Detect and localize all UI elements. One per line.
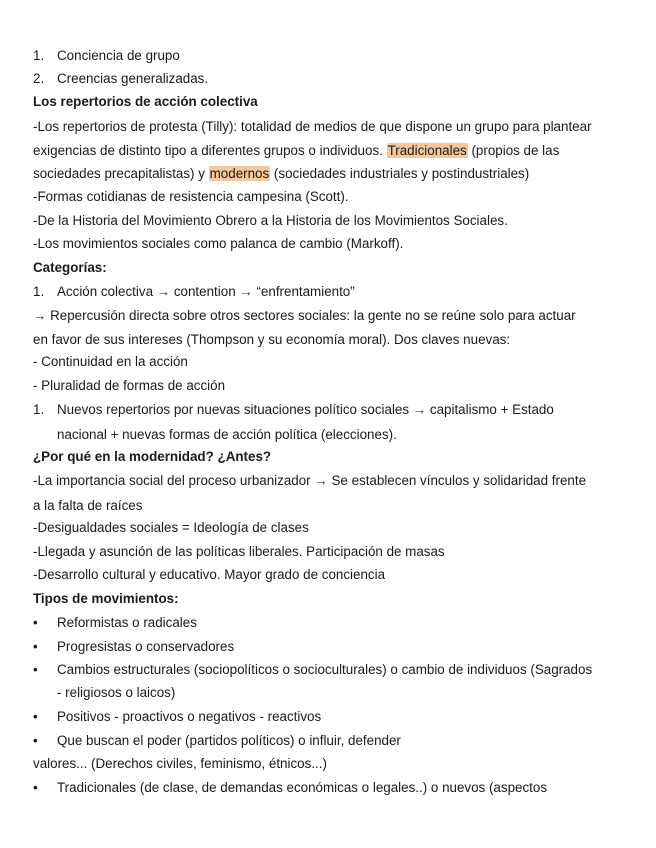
paragraph-line: -De la Historia del Movimiento Obrero a la Historia de los Movimientos Sociales. bbox=[33, 213, 508, 228]
list-item: Conciencia de grupo bbox=[57, 48, 180, 63]
list-item-continuation: nacional + nuevas formas de acción política (elecciones). bbox=[57, 427, 397, 442]
list-item-continuation: - religiosos o laicos) bbox=[57, 685, 176, 700]
paragraph-line: -Desigualdades sociales = Ideología de clases bbox=[33, 520, 309, 535]
paragraph-line: -Los movimientos sociales como palanca de cambio (Markoff). bbox=[33, 236, 404, 251]
bullet-icon: • bbox=[33, 780, 38, 795]
text-run: (propios de las bbox=[467, 143, 560, 158]
paragraph-line: - Continuidad en la acción bbox=[33, 354, 188, 369]
list-item: Acción colectiva → contention → “enfrentamiento” bbox=[57, 284, 355, 299]
paragraph-line: a la falta de raíces bbox=[33, 498, 143, 513]
highlighted-text: Tradicionales bbox=[387, 143, 467, 158]
paragraph-line bbox=[33, 165, 529, 183]
text-run: (sociedades industriales y postindustriales) bbox=[270, 166, 530, 181]
list-item: Nuevos repertorios por nuevas situaciones político sociales → capitalismo + Estado bbox=[57, 402, 554, 417]
list-item: Progresistas o conservadores bbox=[57, 639, 235, 654]
bullet-icon: • bbox=[33, 709, 38, 724]
section-heading: Categorías: bbox=[33, 260, 107, 275]
list-item-continuation: valores... (Derechos civiles, feminismo, étnicos...) bbox=[33, 756, 327, 771]
paragraph-line: -Formas cotidianas de resistencia campesina (Scott). bbox=[33, 189, 349, 204]
list-number: 1. bbox=[33, 48, 45, 63]
list-item: Que buscan el poder (partidos políticos) o influir, defender bbox=[57, 733, 401, 748]
list-number: 2. bbox=[33, 71, 45, 86]
paragraph-line: en favor de sus intereses (Thompson y su economía moral). Dos claves nuevas: bbox=[33, 332, 511, 347]
paragraph-line: → Repercusión directa sobre otros sectores sociales: la gente no se reúne solo para actuar bbox=[33, 308, 576, 323]
list-item: Positivos - proactivos o negativos - reactivos bbox=[57, 709, 322, 724]
list-item: Creencias generalizadas. bbox=[57, 71, 209, 86]
paragraph-line: -La importancia social del proceso urbanizador → Se establecen vínculos y solidaridad frente bbox=[33, 473, 587, 488]
paragraph-line: -Llegada y asunción de las políticas liberales. Participación de masas bbox=[33, 544, 445, 559]
bullet-icon: • bbox=[33, 639, 38, 654]
bullet-icon: • bbox=[33, 662, 38, 677]
paragraph-line: -Desarrollo cultural y educativo. Mayor grado de conciencia bbox=[33, 567, 386, 582]
section-heading: Tipos de movimientos: bbox=[33, 591, 179, 606]
paragraph-line bbox=[33, 142, 559, 160]
list-number: 1. bbox=[33, 402, 45, 417]
highlighted-text: modernos bbox=[209, 166, 270, 181]
list-number: 1. bbox=[33, 284, 45, 299]
list-item: Cambios estructurales (sociopolíticos o socioculturales) o cambio de individuos (Sagrados bbox=[57, 662, 593, 677]
bullet-icon: • bbox=[33, 615, 38, 630]
paragraph-line: -Los repertorios de protesta (Tilly): totalidad de medios de que dispone un grupo para plantear bbox=[33, 119, 592, 134]
text-run: sociedades precapitalistas) y bbox=[33, 166, 209, 181]
list-item: Tradicionales (de clase, de demandas económicas o legales..) o nuevos (aspectos bbox=[57, 780, 548, 795]
text-run: exigencias de distinto tipo a diferentes grupos o individuos. bbox=[33, 143, 387, 158]
bullet-icon: • bbox=[33, 733, 38, 748]
section-heading: ¿Por qué en la modernidad? ¿Antes? bbox=[33, 449, 272, 464]
paragraph-line: - Pluralidad de formas de acción bbox=[33, 378, 226, 393]
section-heading: Los repertorios de acción colectiva bbox=[33, 94, 258, 109]
list-item: Reformistas o radicales bbox=[57, 615, 197, 630]
